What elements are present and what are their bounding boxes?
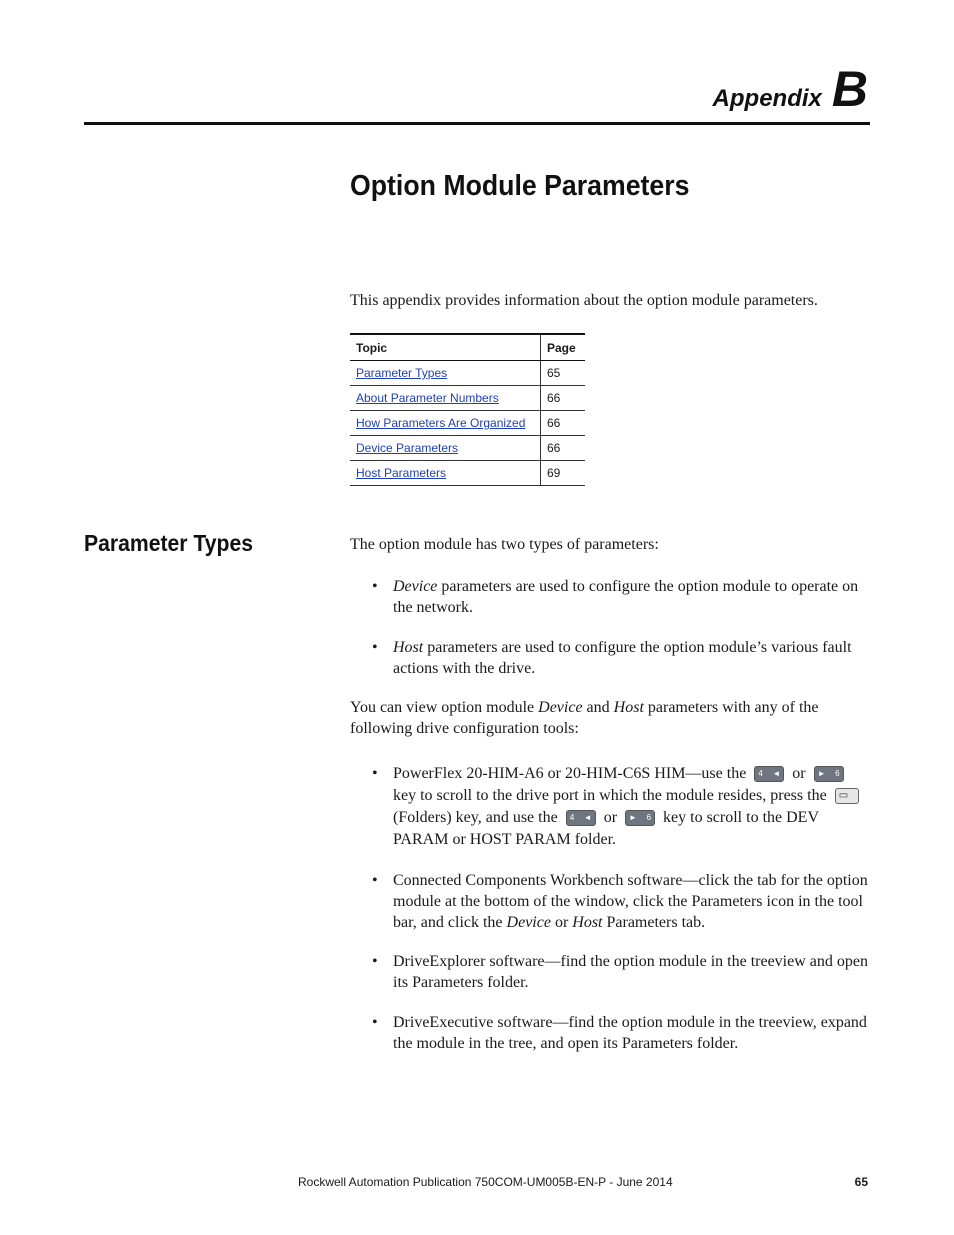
him-text: (Folders) key, and use the bbox=[393, 809, 558, 826]
key-4-left-icon: 4 ◄ bbox=[566, 810, 596, 826]
appendix-letter: B bbox=[831, 61, 868, 117]
intro-text: This appendix provides information about the option module parameters. bbox=[350, 292, 818, 309]
section-intro-text: The option module has two types of parameters: bbox=[350, 536, 659, 553]
ccw-text: Connected Components Workbench software—click the tab for the option module at the bottom of the window, click the Parameters icon in the tool bar, and click the bbox=[393, 872, 868, 931]
ccw-text: or bbox=[550, 914, 573, 931]
footer-page-number: 65 bbox=[854, 1175, 868, 1189]
table-row bbox=[350, 411, 585, 436]
host-term: Host bbox=[572, 914, 603, 931]
key-4-left-icon: 4 ◄ bbox=[754, 766, 784, 782]
folder-key-icon: ▭ bbox=[835, 788, 859, 804]
header-rule bbox=[84, 122, 870, 125]
device-description: parameters are used to configure the option module to operate on the network. bbox=[393, 578, 859, 616]
ccw-text: Parameters tab. bbox=[602, 914, 706, 931]
table-row bbox=[350, 386, 585, 411]
table-row bbox=[350, 361, 585, 386]
topic-table bbox=[350, 333, 585, 486]
bullet-marker: • bbox=[372, 765, 378, 782]
page-title: Option Module Parameters bbox=[350, 170, 690, 202]
him-text: PowerFlex 20-HIM-A6 or 20-HIM-C6S HIM—use the bbox=[393, 765, 747, 782]
topic-link-how-parameters-are-organized[interactable]: How Parameters Are Organized bbox=[356, 416, 526, 430]
bullet-marker: • bbox=[372, 578, 378, 595]
bullet-driveexplorer bbox=[372, 951, 872, 993]
topic-link-host-parameters[interactable]: Host Parameters bbox=[356, 466, 447, 480]
bullet-him bbox=[372, 763, 872, 851]
topic-table-header bbox=[350, 334, 585, 361]
topic-link-parameter-types[interactable]: Parameter Types bbox=[356, 366, 448, 380]
topic-page: 66 bbox=[541, 411, 586, 436]
key-6-right-icon: ► 6 bbox=[625, 810, 655, 826]
appendix-label bbox=[713, 60, 868, 118]
tools-intro-part: You can view option module bbox=[350, 699, 539, 716]
footer-publication: Rockwell Automation Publication 750COM-UM005B-EN-P - June 2014 bbox=[298, 1175, 673, 1189]
tools-intro-part: parameters with any of the following drive configuration tools: bbox=[350, 699, 819, 737]
him-text: key to scroll to the DEV PARAM or HOST PARAM folder. bbox=[393, 809, 819, 848]
bullet-device-parameters bbox=[372, 576, 872, 618]
bullet-marker: • bbox=[372, 1014, 378, 1031]
driveexplorer-text: DriveExplorer software—find the option module in the treeview and open its Parameters folder. bbox=[393, 953, 868, 991]
tools-intro-part: and bbox=[582, 699, 614, 716]
section-heading-parameter-types: Parameter Types bbox=[84, 530, 253, 556]
topic-page: 65 bbox=[541, 361, 586, 386]
him-or: or bbox=[792, 765, 806, 782]
table-row bbox=[350, 461, 585, 486]
page-column-header: Page bbox=[541, 334, 586, 361]
topic-page: 66 bbox=[541, 436, 586, 461]
key-6-right-icon: ► 6 bbox=[814, 766, 844, 782]
device-term: Device bbox=[506, 914, 551, 931]
topic-column-header: Topic bbox=[350, 334, 541, 361]
bullet-ccw bbox=[372, 870, 872, 933]
host-term: Host bbox=[393, 639, 424, 656]
bullet-host-parameters bbox=[372, 637, 872, 679]
topic-page: 66 bbox=[541, 386, 586, 411]
bullet-marker: • bbox=[372, 872, 378, 889]
appendix-word: Appendix bbox=[712, 85, 822, 112]
tools-intro-text bbox=[350, 698, 870, 739]
bullet-marker: • bbox=[372, 639, 378, 656]
topic-link-about-parameter-numbers[interactable]: About Parameter Numbers bbox=[356, 391, 499, 405]
topic-page: 69 bbox=[541, 461, 586, 486]
him-or: or bbox=[603, 809, 618, 826]
bullet-marker: • bbox=[372, 953, 378, 970]
device-term: Device bbox=[393, 578, 438, 595]
bullet-driveexecutive bbox=[372, 1012, 872, 1054]
him-text: key to scroll to the drive port in which the module resides, press the bbox=[393, 787, 827, 804]
device-term: Device bbox=[538, 699, 583, 716]
topic-link-device-parameters[interactable]: Device Parameters bbox=[356, 441, 459, 455]
driveexecutive-text: DriveExecutive software—find the option module in the treeview, expand the module in the tree, and open its Parameters folder. bbox=[393, 1014, 867, 1052]
table-row bbox=[350, 436, 585, 461]
host-description: parameters are used to configure the option module’s various fault actions with the drive. bbox=[393, 639, 852, 677]
host-term: Host bbox=[613, 699, 644, 716]
